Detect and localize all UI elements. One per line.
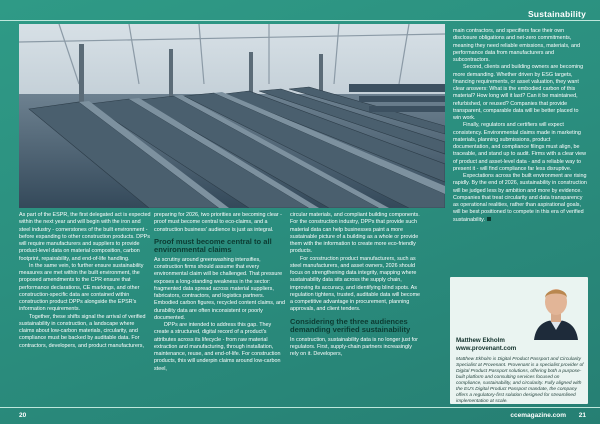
paragraph: In the same vein, to further ensure sustainability measures are met within the built environment, the proposed amendments to the CPR ensure that performance declarations, CE markings, and other construction-specific data are contained within construction product DPPs alongside the EPSR's information requirements. [19,262,144,313]
author-bio-box [450,277,588,404]
paragraph: circular materials, and compliant building components. For the construction industry, DPPs that provide such material data can help businesses paint a more sustainable picture of a building as a whole or provide them with the information to create more eco-friendly products. [290,212,420,255]
steel-beams-illustration [19,24,445,208]
column-4 [453,28,587,224]
paragraph: As part of the ESPR, the first delegated act is expected within the next year and will begin with the iron and steel industry - cornerstones of the built environment - before expanding to other construction products. DPPs will require manufacturers and suppliers to provide product-level data on material composition, carbon footprint, repairability, and end-of-life handling. [19,212,151,262]
column-1 [19,212,151,350]
paragraph: main contractors, and specifiers face their own disclosure obligations and net-zero commitments, meaning they need reliable emissions, materials, and performance data from manufacturers and subcontractors. [453,28,581,63]
site-name: ccemagazine.com [510,412,566,419]
column-3 [290,212,422,358]
author-name: Matthew Ekholm [456,337,505,344]
page-number-right: 21 [578,412,586,419]
paragraph: For construction product manufacturers, such as steel manufacturers, and asset owners, 2026 should focus on strengthening data integrity, mapping where sustainability data sits across the supply chain, improving its accuracy, and identifying blind spots. As regulation tightens, trusted, auditable data will become a competitive advantage in procurement, planning approvals, and client tenders. [290,255,421,313]
paragraph: Second, clients and building owners are becoming more demanding. Whether driven by ESG targets, financing requirements, or asset valuation, they want clear answers: What is the embodied carbon of this material? How long will it last? Can it be maintained, refurbished, or reused? Companies that provide transparent, comparable data will be better placed to win work. [453,64,584,121]
author-description: Matthew Ekholm is Digital Product Passport and Circularity Specialist at Provenant. Provenant is a specialist provider of Digital Product Passport solutions, offering both a purpose-built platform and consulting services focused on compliance, sustainability, and circularity. Fully aligned with the EU's Digital Product Passport mandate, the company offers a regulatory-first solution designed for streamlined implementation at scale. [456,357,584,404]
page-number-left: 20 [19,412,27,419]
author-website: www.provenant.com [456,345,517,352]
steel-beams-photo [19,24,445,208]
paragraph: preparing for 2026, two priorities are becoming clear - proof must become central to eco-claims, and a construction business' audience is just as integral. [154,212,282,233]
end-mark-icon [487,217,491,221]
author-portrait-icon [530,278,582,340]
subheading: Considering the three audiences demanding verified sustainability [290,316,411,335]
paragraph: Finally, regulators and certifiers will expect consistency. Environmental claims made in marketing materials, planning submissions, product documentation, and compliance filings must align, be traceable, and stand up to audit. Firms with a clear view of product and asset-level data - and a reliable way to present it - will find compliance far less disruptive. [453,122,587,172]
paragraph: In construction, sustainability data is no longer just for regulators. First, supply-chain partners increasingly rely on it. Developers, [290,336,418,358]
paragraph: As scrutiny around greenwashing intensifies, construction firms should assume that every environmental claim will be challenged. That pressure exposes a long-standing weakness in the sector: fragmented data spread across material suppliers, fabricators, contractors, and logistics partners. Embodied carbon figures, recycled content claims, and durability data are often inconsistent or poorly documented. [154,256,285,321]
top-rule [0,20,600,21]
paragraph: Expectations across the built environment are rising rapidly. By the end of 2026, sustainability in construction will be judged less by ambition and more by evidence. Companies that treat circularity and data transparency as operational realities, rather than aspirational goals, will be best positioned to compete in this era of verified sustainability. [453,173,587,223]
column-2 [154,212,286,373]
section-label: Sustainability [527,9,586,19]
paragraph: Together, these shifts signal the arrival of verified sustainability in construction, a landscape where claims about low-carbon materials, circularity, and compliance must be backed by auditable data. For contractors, developers, and product manufacturers, [19,313,146,349]
footer-rule [0,407,600,408]
subheading: Proof must become central to all environmental claims [154,236,272,255]
top-bar [0,0,600,24]
avatar [530,278,582,340]
paragraph: DPPs are intended to address this gap. They create a structured, digital record of a product's attributes across its lifecycle - from raw material extraction and manufacturing, through installation, maintenance, reuse, and end-of-life. For construction products, this will underpin claims around low-carbon steel, [154,322,281,372]
footer [0,404,600,424]
